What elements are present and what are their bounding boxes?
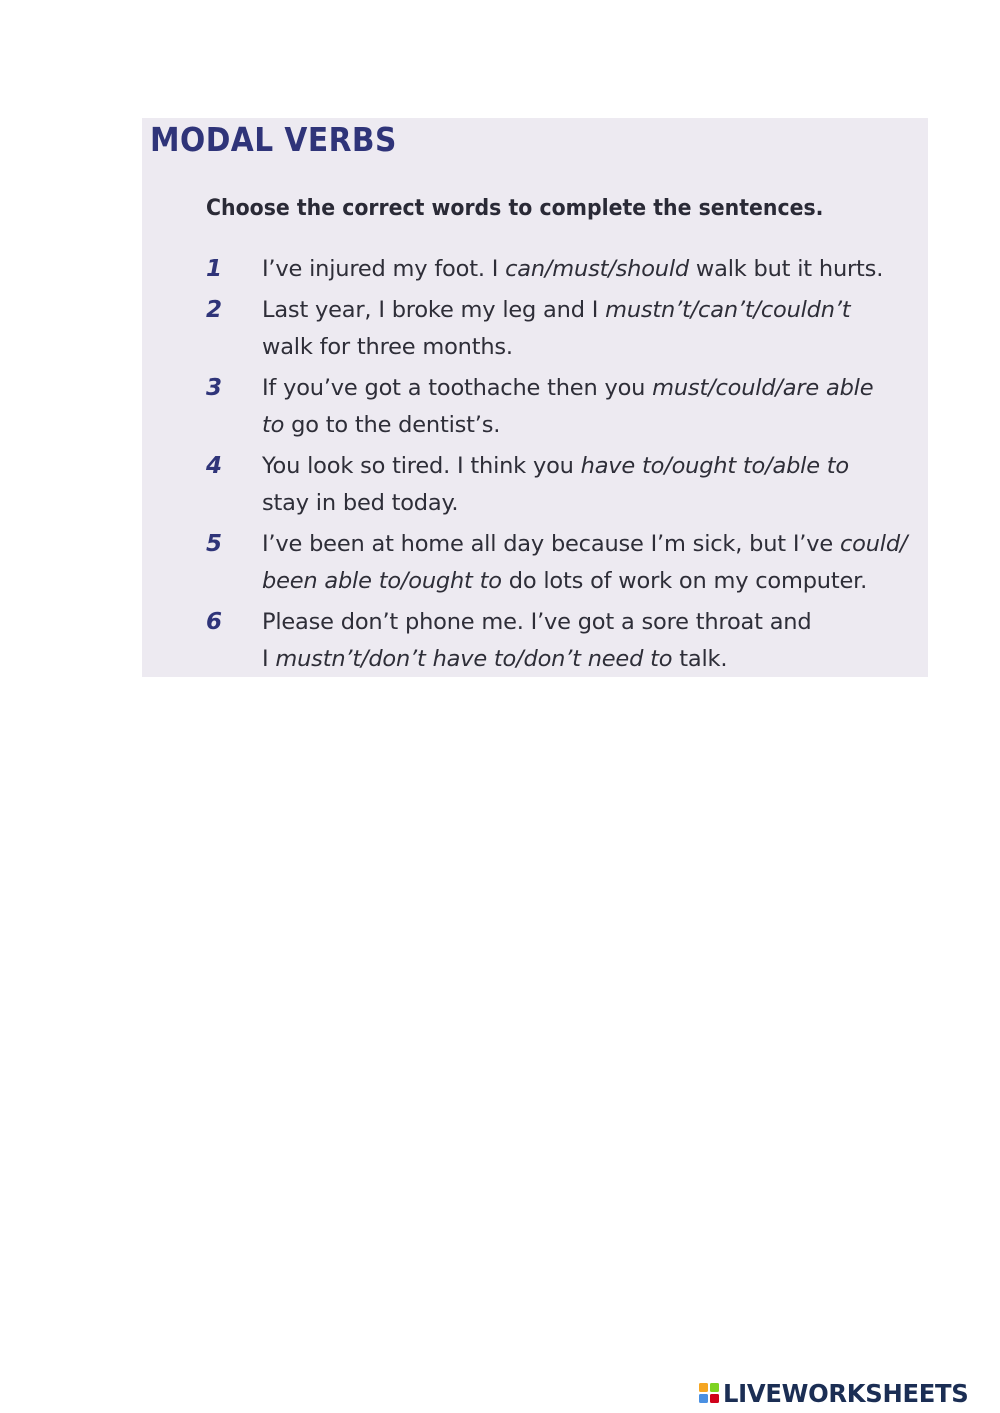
sentence-text: If you’ve got a toothache then you (262, 375, 653, 401)
sentence-text: You look so tired. I think you (262, 453, 581, 479)
sentence-line (262, 526, 921, 563)
logo-square (710, 1383, 719, 1392)
answer-options: can/must/should (505, 256, 689, 282)
instruction-text: Choose the correct words to complete the sentences. (206, 196, 824, 221)
answer-options: have to/ought to/able to (580, 453, 849, 479)
sentence-text: I’ve been at home all day because I’m sick, but I’ve (262, 531, 840, 557)
logo-square (710, 1394, 719, 1403)
worksheet-title: MODAL VERBS (150, 120, 397, 159)
item-number: 6 (206, 609, 222, 635)
item-number: 2 (206, 297, 222, 323)
liveworksheets-brand (698, 1378, 976, 1408)
sentence-list (206, 251, 921, 682)
answer-options: been able to/ought to (262, 568, 502, 594)
answer-options: mustn’t/don’t have to/don’t need to (275, 646, 673, 672)
sentence-line (262, 485, 921, 522)
sentence-text: walk but it hurts. (688, 256, 884, 282)
sentence-line (262, 563, 921, 600)
sentence-text: talk. (672, 646, 728, 672)
sentence-line (262, 292, 921, 329)
sentence-text: I’ve injured my foot. I (262, 256, 506, 282)
answer-options: must/could/are able (652, 375, 874, 401)
brand-name: LIVEWORKSHEETS (723, 1378, 969, 1408)
sentence-text: I (262, 646, 276, 672)
sentence-item (206, 370, 921, 444)
sentence-text: go to the dentist’s. (284, 412, 501, 438)
sentence-item (206, 292, 921, 366)
sentence-text: stay in bed today. (262, 490, 459, 516)
sentence-item (206, 604, 921, 678)
answer-options: mustn’t/can’t/couldn’t (605, 297, 851, 323)
sentence-line (262, 604, 921, 641)
answer-options: could/ (839, 531, 908, 557)
sentence-line (262, 251, 921, 288)
sentence-line (262, 370, 921, 407)
sentence-text: Please don’t phone me. I’ve got a sore throat and (262, 609, 812, 635)
logo-square (699, 1394, 708, 1403)
sentence-item (206, 526, 921, 600)
liveworksheets-logo-icon (698, 1382, 720, 1404)
sentence-line (262, 448, 921, 485)
exercise-panel (142, 118, 928, 677)
sentence-text: Last year, I broke my leg and I (262, 297, 606, 323)
sentence-item (206, 448, 921, 522)
sentence-line (262, 641, 921, 678)
sentence-line (262, 407, 921, 444)
item-number: 3 (206, 375, 222, 401)
sentence-text: do lots of work on my computer. (501, 568, 868, 594)
sentence-line (262, 329, 921, 366)
sentence-item (206, 251, 921, 288)
item-number: 4 (206, 453, 222, 479)
item-number: 5 (206, 531, 222, 557)
item-number: 1 (206, 256, 222, 282)
answer-options: to (262, 412, 285, 438)
logo-square (699, 1383, 708, 1392)
sentence-text: walk for three months. (262, 334, 513, 360)
